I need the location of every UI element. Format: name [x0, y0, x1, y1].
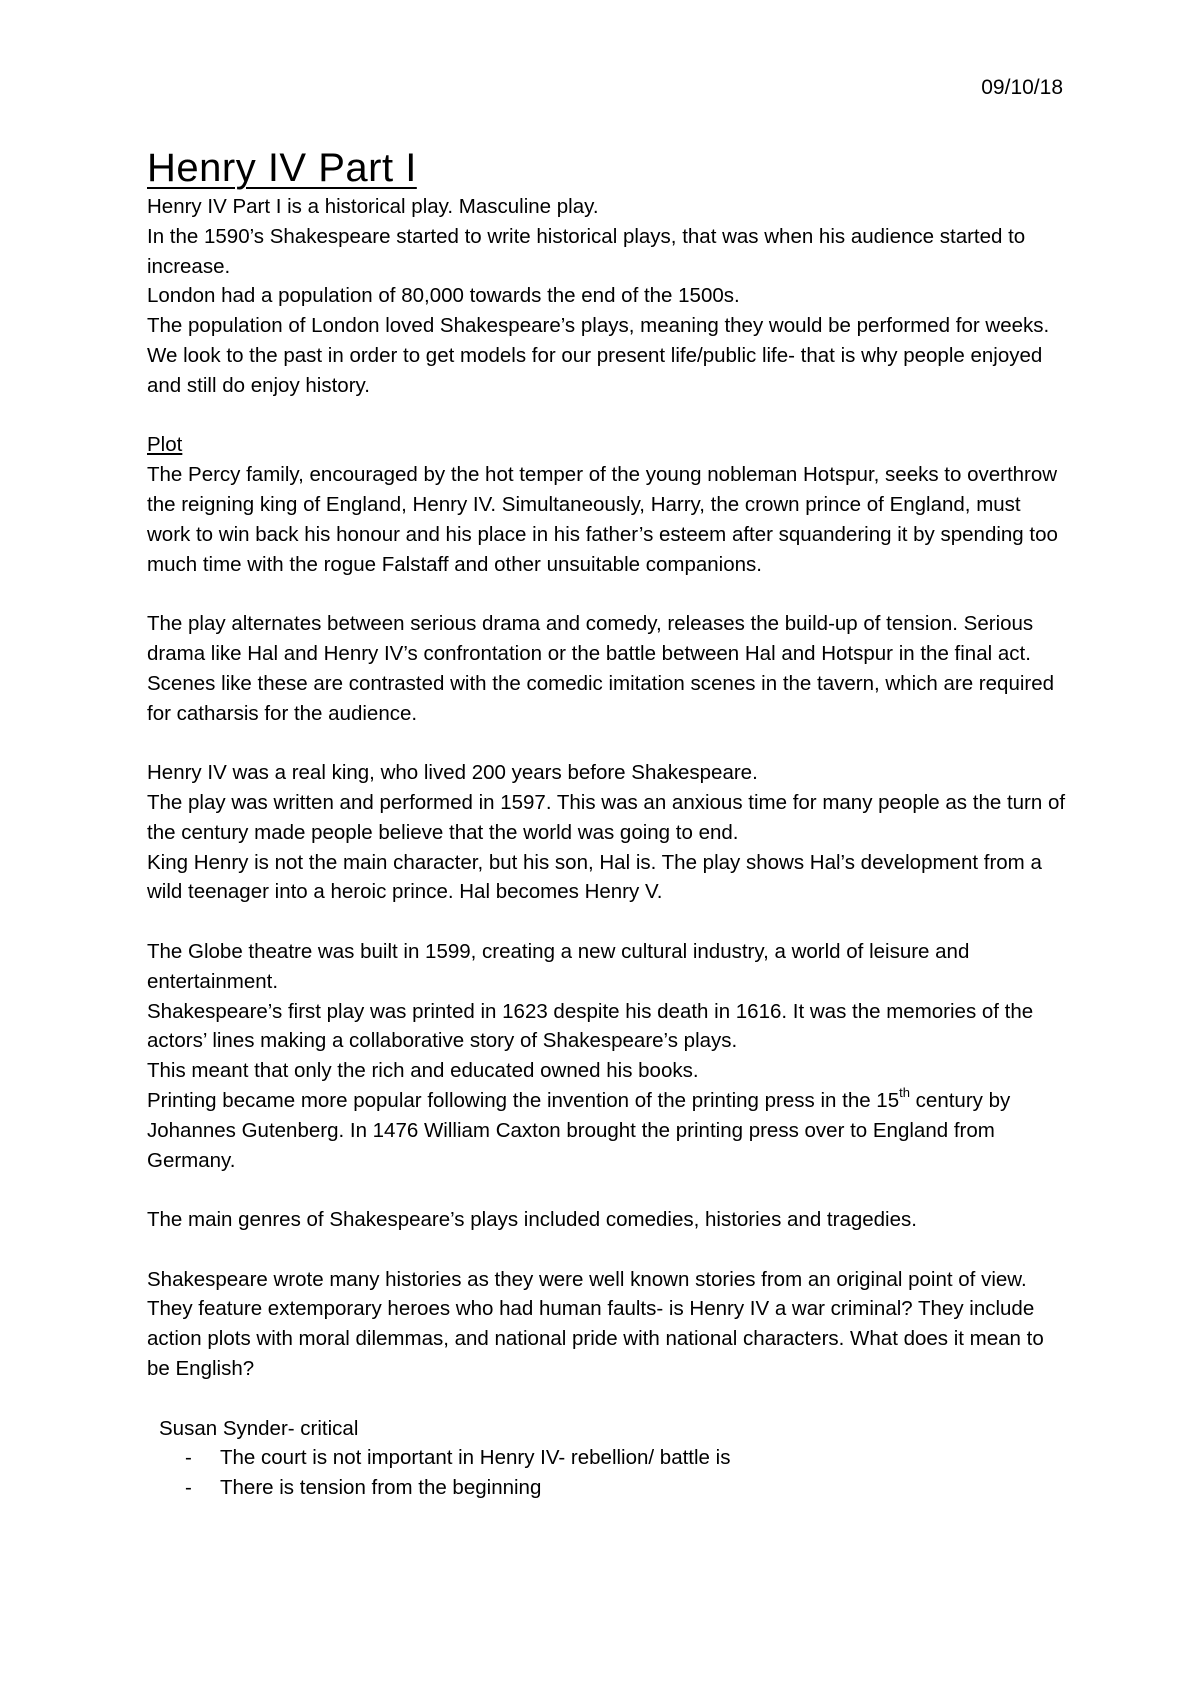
- history-line: King Henry is not the main character, but his son, Hal is. The play shows Hal’s development from a wild teenager into a heroic prince. Hal becomes Henry V.: [147, 850, 1042, 904]
- plot-paragraph: The Percy family, encouraged by the hot temper of the young nobleman Hotspur, seeks to overthrow the reigning king of England, Henry IV. Simultaneously, Harry, the crown prince of England, must work to win back his honour and his place in his father’s esteem after squandering it by spending too much time with the rogue Falstaff and other unsuitable companions.: [147, 463, 1058, 576]
- histories-paragraph: Shakespeare wrote many histories as they were well known stories from an original point of view. They feature extemporary heroes who had human faults- is Henry IV a war criminal? They include action plots with moral dilemmas, and national pride with national characters. What does it mean to be English?: [147, 1267, 1044, 1381]
- intro-line: The population of London loved Shakespeare’s plays, meaning they would be performed for weeks.: [147, 314, 1050, 338]
- globe-line: This meant that only the rich and educated owned his books.: [147, 1059, 699, 1083]
- history-line: Henry IV was a real king, who lived 200 years before Shakespeare.: [147, 761, 758, 785]
- intro-line: Henry IV Part I is a historical play. Masculine play.: [147, 195, 599, 218]
- plot-heading: Plot: [147, 433, 183, 457]
- document-date: 09/10/18: [981, 76, 1063, 99]
- printing-text-start: Printing became more popular following the invention of the printing press in the 15: [147, 1088, 900, 1112]
- printing-paragraph: [147, 1086, 1067, 1175]
- list-item: - The court is not important in Henry IV- rebellion/ battle is: [147, 1443, 1067, 1473]
- history-line: The play was written and performed in 1597. This was an anxious time for many people as the turn of the century made people believe that the world was going to end.: [147, 790, 1066, 844]
- document-title: Henry IV Part I: [147, 146, 417, 190]
- globe-line: The Globe theatre was built in 1599, creating a new cultural industry, a world of leisure and entertainment.: [147, 939, 970, 993]
- intro-line: In the 1590’s Shakespeare started to write historical plays, that was when his audience started to increase.: [147, 224, 1026, 278]
- ordinal-superscript: th: [899, 1085, 910, 1101]
- drama-paragraph: The play alternates between serious drama and comedy, releases the build-up of tension. Serious drama like Hal and Henry IV’s confrontation or the battle between Hal and Hotspur in the final act. Scenes like these are contrasted with the comedic imitation scenes in the tavern, which are required for catharsis for the audience.: [147, 612, 1055, 725]
- critic-points-list: [147, 1443, 1067, 1503]
- document-body: [147, 192, 1067, 1503]
- list-item: - There is tension from the beginning: [147, 1473, 1067, 1503]
- intro-line: London had a population of 80,000 towards the end of the 1500s.: [147, 284, 740, 308]
- printing-text-end: century by Johannes Gutenberg. In 1476 William Caxton brought the printing press over to England from Germany.: [147, 1088, 1011, 1172]
- critic-heading: Susan Synder- critical: [159, 1416, 359, 1440]
- globe-line: Shakespeare’s first play was printed in 1623 despite his death in 1616. It was the memories of the actors’ lines making a collaborative story of Shakespeare’s plays.: [147, 999, 1034, 1053]
- genres-paragraph: The main genres of Shakespeare’s plays included comedies, histories and tragedies.: [147, 1208, 917, 1232]
- intro-line: We look to the past in order to get models for our present life/public life- that is why people enjoyed and still do enjoy history.: [147, 343, 1043, 397]
